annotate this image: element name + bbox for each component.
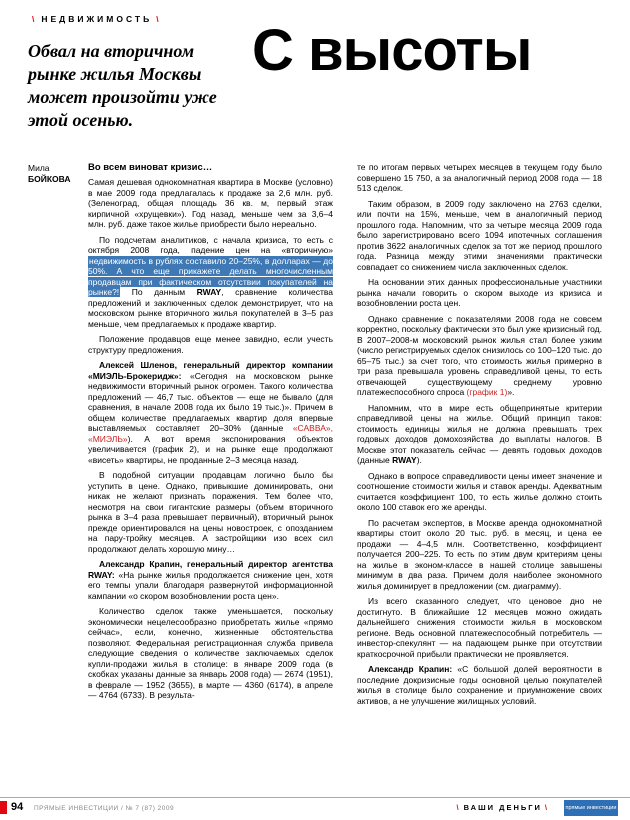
text-run: Из всего сказанного следует, что ценовое дно не достигнуто. В ближайшие 12 месяцев можно ожидать дальнейшего снижения стоимости жилья в московском регионе. Ведь основной платежеспособный потребитель — инвестор-спекулянт — на падающем рынке при отсутствии краткосрочной прибыли практически не проявляется.: [357, 596, 602, 659]
text-run: те по итогам первых четырех месяцев в текущем году было совершено 15 750, а за аналогичный период 2008 года — 18 513 сделок.: [357, 162, 602, 193]
body-paragraph: [357, 162, 602, 194]
text-run: ».: [507, 387, 515, 397]
text-run: Однако в вопросе справедливости цены имеет значение и соотношение стоимости жилья и ставок аренды. Адекватным считается коэффициент 100, то есть жилье должно стоить около 100 ставок его же аренды.: [357, 470, 602, 512]
text-run: «САВВА», «МИЭЛЬ»: [88, 423, 333, 444]
text-run: В подобной ситуации продавцам логично было бы уступить в цене. Однако, привыкшие доминировать, они никак не желают признать поражения. Тем более что, несмотря на свои гигантские размеры (объем вторичного рынка в 3–4 раза превышает первичный), вторичный рынок прежде ориентировался на цены новостроек, с опозданием на пару-тройку месяцев. А застройщики изо всех сил продолжают делать хорошую мину…: [88, 470, 333, 554]
text-run: По подсчетам аналитиков, с начала кризиса, то есть с октября 2008 года, падение цен на «вторичную»: [88, 234, 333, 255]
body-paragraph: [357, 664, 602, 706]
magazine-issue-label: ПРЯМЫЕ ИНВЕСТИЦИИ / № 7 (87) 2009: [34, 805, 175, 812]
text-run: «На рынке жилья продолжается снижение цен, хотя его темпы упали благодаря развернутой информационной кампании «о скором возобновлении роста цен».: [88, 569, 333, 601]
page-footer: [0, 799, 630, 820]
body-paragraph: [88, 177, 333, 230]
text-run: , сравнение количества предложений и заключенных сделок демонстрирует, что на московском рынке вторичного жилья покупателей в 3–5 раз меньше, чем предлагаемых к продаже квартир.: [88, 287, 333, 329]
page-title: С высоты: [252, 18, 532, 83]
section-kicker: [28, 14, 166, 24]
body-paragraph: [357, 199, 602, 273]
text-run: Самая дешевая однокомнатная квартира в Москве (условно) в мае 2009 года предлагалась к продаже за 2,6 млн. руб. (Зеленоград, общая площадь 36 кв. м, первый этаж кирпичной «хрущевки»). Год назад, меньше чем за 3,6–4 млн. руб. даже такое жилье приобрести было нереально.: [88, 177, 333, 229]
text-run: По данным: [120, 287, 197, 297]
page-number: 94: [11, 801, 24, 813]
footer-divider: [0, 797, 630, 798]
article-body: [88, 162, 602, 798]
author-first-name: Мила: [28, 163, 50, 173]
text-run: недвижимость в рублях составило 20–25%, в долларах — до 50%. А что еще прикажете делать многочисленным продавцам при фактическом отсутствии покупателей на рынке?!: [88, 255, 333, 297]
text-run: «Сегодня на московском рынке недвижимости вторичный рынок огромен. Такого количества предложений — 46,7 тыс. объектов — еще не бывало (для сравнения, в начале 2008 года их было 19 тыс.)». Причем в общем количестве предлагаемых квартир доля впервые выставляемых составляет 20–30% (данные: [88, 370, 333, 433]
text-run: ).: [416, 455, 422, 465]
text-run: Александр Крапин:: [368, 664, 453, 674]
body-paragraph: [88, 470, 333, 554]
text-run: «С большой долей вероятности в последние докризисные годы основной целью покупателей жилья в столице было сохранение и приумножение своих активов, а не улучшение жилищных условий.: [357, 664, 602, 706]
text-run: ). А вот время экспонирования объектов увеличивается (график 2), и на рынке еще продолжают «висеть» квартиры, не проданные 2–3 месяца назад.: [88, 433, 333, 465]
text-run: Однако сравнение с показателями 2008 года не совсем корректно, поскольку фактически это был уже кризисный год. В 2007–2008-м московский рынок жилья стал более узким (число регистрируемых сделок снизилось со 100–120 тыс. до 65–75 тыс.) за счет того, что стоимость жилья примерно в три раза превышала уровень справедливой цены, то есть отвечающей существующему среднему уровню платежеспособного спроса: [357, 313, 602, 397]
kicker-slash-icon: \: [32, 14, 38, 24]
page-number-accent-mark: [0, 801, 7, 814]
footer-section-label: ВАШИ ДЕНЬГИ: [463, 803, 542, 812]
article-column-2: [357, 162, 602, 798]
body-paragraph: [88, 559, 333, 601]
body-paragraph: [357, 314, 602, 398]
text-run: RWAY: [196, 287, 222, 297]
body-paragraph: [357, 471, 602, 513]
text-run: На основании этих данных профессиональные участники рынка начали говорить о скором выходе из кризиса и возобновлении роста цен.: [357, 277, 602, 308]
author-byline: [28, 163, 84, 186]
body-paragraph: [357, 403, 602, 466]
body-paragraph: [88, 235, 333, 330]
footer-section-kicker: [454, 803, 552, 812]
body-paragraph: [88, 606, 333, 701]
article-column-1: [88, 162, 333, 798]
body-paragraph: [357, 596, 602, 659]
body-paragraph: [357, 518, 602, 592]
lead-paragraph: Обвал на вторичном рынке жилья Москвы может произойти уже этой осенью.: [28, 41, 217, 131]
text-run: Александр Крапин, генеральный директор агентства RWAY:: [88, 559, 333, 580]
text-run: Напомним, что в мире есть общепринятые критерии справедливой цены на жилье. Общий принцип таков: стоимость единицы жилья не должна превышать трех годовых доходов домохозяйства до выплаты налогов. В Москве этот показатель сейчас — девять годовых доходов (данные: [357, 402, 602, 465]
text-run: Положение продавцов еще менее завидно, если учесть структуру предложения.: [88, 334, 333, 355]
kicker-slash-icon: \: [156, 14, 162, 24]
text-run: Таким образом, в 2009 году заключено на 2763 сделки, или почти на 15%, меньше, чем в аналогичный период прошлого года. Напомним, что за четыре месяца 2009 года было зарегистрировано всего 1094 ипотечных соглашения против 3622 аналогичных сделок за тот же период прошлого года. Разница между этими значениями практически совпадает со снижением числа заключенных сделок.: [357, 198, 602, 272]
body-paragraph: [88, 360, 333, 465]
section-kicker-label: НЕДВИЖИМОСТЬ: [41, 14, 153, 24]
text-run: Количество сделок также уменьшается, поскольку экономически нецелесообразно приобретать жилье «прямо сейчас», если, конечно, жизненные обстоятельства позволяют. Федеральная регистрационная служба привела следующие сведения о количестве заключаемых сделок купли-продажи жилья в столице: в январе 2009 года (в скобках указаны данные за январь 2008 года) — 2674 (1951), в феврале — 1952 (3655), в марте — 4360 (6174), в апреле — 4764 (6733). В результа-: [88, 606, 333, 700]
text-run: По расчетам экспертов, в Москве аренда однокомнатной квартиры стоит около 20 тыс. руб. в месяц, и цена ее продажи — 4–4,5 млн. Соответственно, коэффициент получается 200–225. То есть по этим двум критериям цены на жилье в эконом-классе в нашей столице завышены минимум в два раза. Причем доля наиболее экономного жилья доминирует в предложении (см. диаграмму).: [357, 517, 602, 591]
text-run: RWAY: [392, 455, 417, 465]
author-last-name: БОЙКОВА: [28, 174, 71, 185]
kicker-slash-icon: \: [456, 803, 461, 812]
magazine-logo-badge: прямые инвестиции: [564, 800, 618, 816]
text-run: (график 1): [466, 387, 508, 397]
article-subhead: Во всем виноват кризис…: [88, 162, 213, 173]
body-paragraph: [88, 334, 333, 355]
text-run: Алексей Шленов, генеральный директор компании «МИЭЛЬ-Брокеридж»:: [88, 360, 333, 381]
kicker-slash-icon: \: [544, 803, 549, 812]
body-paragraph: [357, 277, 602, 309]
